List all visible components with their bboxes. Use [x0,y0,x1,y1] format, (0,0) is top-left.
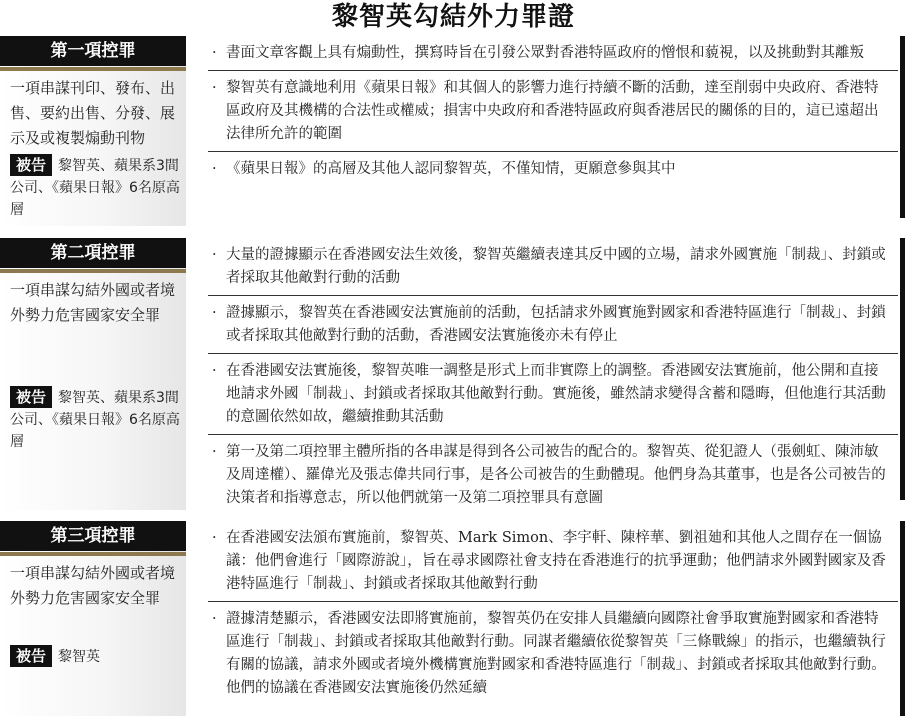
defendant-names: 黎智英 [58,649,101,665]
evidence-text: 證據顯示，黎智英在香港國安法實施前的活動，包括請求外國實施對國家和香港特區進行「制裁」、封鎖或者採取其他敵對行動的活動，香港國安法實施後亦未有停止 [226,305,886,344]
bullet-icon: · [212,45,217,61]
evidence-text: 《蘋果日報》的高層及其他人認同黎智英，不僅知情，更願意參與其中 [226,161,676,177]
charge-panel [0,238,186,510]
evidence-item [208,152,898,186]
evidence-text: 第一及第二項控罪主體所指的各串謀是得到各公司被告的配合的。黎智英、從犯證人（張劍虹、陳沛敏及周達權）、羅偉光及張志偉共同行事，是各公司被告的生動體現。他們身為其董事，也是各公司被告的決策者和指導意志，所以他們就第一及第二項控罪具有意圖 [226,444,886,506]
defendant-names: 黎智英、蘋果系3間公司、《蘋果日報》6名原高層 [10,390,180,450]
bullet-icon: · [212,80,217,96]
section-divider-bar [900,36,905,218]
charge-heading: 第二項控罪 [0,238,186,268]
defendant-names: 黎智英、蘋果系3間公司、《蘋果日報》6名原高層 [10,158,180,218]
evidence-text: 黎智英有意識地利用《蘋果日報》和其個人的影響力進行持續不斷的活動，達至削弱中央政府、香港特區政府及其機構的合法性或權威；損害中央政府和香港特區政府與香港居民的關係的目的，這已遠超出法律所允許的範圍 [226,80,879,142]
evidence-text: 在香港國安法頒布實施前，黎智英、Mark Simon、李宇軒、陳梓華、劉祖廸和其他人之間存在一個協議：他們會進行「國際游說」，旨在尋求國際社會支持在香港進行的抗爭運動；他們請求外國對國家及香港特區進行「制裁」、封鎖或者採取其他敵對行動 [226,530,886,592]
section-divider-bar [900,238,905,500]
evidence-list [208,36,898,186]
charge-panel [0,36,186,226]
defendant-label: 被告 [10,154,52,176]
defendant-block [10,386,186,453]
bullet-icon: · [212,161,217,177]
bullet-icon: · [212,305,217,321]
evidence-item [208,71,898,152]
charge-description: 一項串謀刊印、發布、出售、要約出售、分發、展示及或複製煽動刊物 [10,79,176,147]
bullet-icon: · [212,247,217,263]
bullet-icon: · [212,363,217,379]
charge-heading: 第三項控罪 [0,521,186,551]
bullet-icon: · [212,611,217,627]
evidence-item [208,238,898,296]
charge-section-3 [0,521,907,716]
defendant-block [10,645,186,668]
evidence-text: 大量的證據顯示在香港國安法生效後，黎智英繼續表達其反中國的立場，請求外國實施「制裁」、封鎖或者採取其他敵對行動的活動 [226,247,886,286]
evidence-text: 書面文章客觀上具有煽動性，撰寫時旨在引發公眾對香港特區政府的憎恨和藐視，以及挑動對其離叛 [226,45,864,61]
bullet-icon: · [212,530,217,546]
charge-description: 一項串謀勾結外國或者境外勢力危害國家安全罪 [10,281,176,324]
evidence-list [208,521,898,705]
evidence-item [208,296,898,354]
page-title: 黎智英勾結外力罪證 [331,2,575,32]
defendant-block [10,154,186,221]
evidence-item [208,36,898,71]
evidence-item [208,354,898,435]
charge-heading: 第一項控罪 [0,36,186,66]
defendant-label: 被告 [10,386,52,408]
evidence-item [208,435,898,515]
evidence-list [208,238,898,515]
charge-panel [0,521,186,716]
defendant-label: 被告 [10,645,52,667]
charge-description: 一項串謀勾結外國或者境外勢力危害國家安全罪 [10,564,176,607]
charge-section-1 [0,36,907,226]
evidence-text: 證據清楚顯示，香港國安法即將實施前，黎智英仍在安排人員繼續向國際社會爭取實施對國家和香港特區進行「制裁」、封鎖或者採取其他敵對行動。同謀者繼續依從黎智英「三條戰線」的指示，也繼續執行有關的協議，請求外國或者境外機構實施對國家和香港特區進行「制裁」、封鎖或者採取其他敵對行動。他們的協議在香港國安法實施後仍然延續 [226,611,886,696]
evidence-item [208,602,898,705]
evidence-text: 在香港國安法實施後，黎智英唯一調整是形式上而非實際上的調整。香港國安法實施前，他公開和直接地請求外國「制裁」、封鎖或者採取其他敵對行動。實施後，雖然請求變得含蓄和隱晦，但他進行其活動的意圖依然如故，繼續推動其活動 [226,363,886,425]
bullet-icon: · [212,444,217,460]
evidence-item [208,521,898,602]
charge-section-2 [0,238,907,510]
section-divider-bar [900,521,905,716]
